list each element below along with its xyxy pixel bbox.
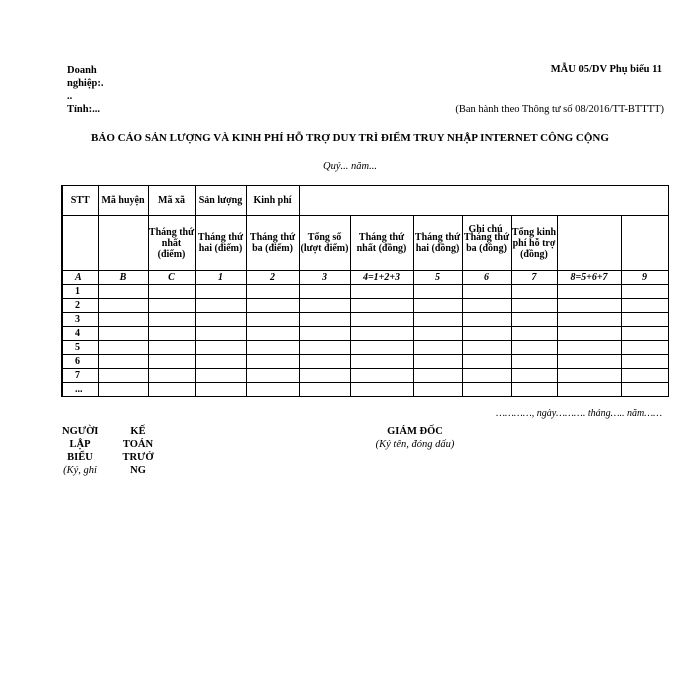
table-cell [195,327,246,341]
preparer-note: (Ký, ghi [63,465,97,476]
sub-header-6: Tháng thứ nhất (đồng) [350,216,413,271]
table-cell [557,341,621,355]
table-cell [462,369,511,383]
table-cell [511,285,557,299]
table-cell [413,369,462,383]
table-cell [557,285,621,299]
preparer-title-1: NGƯỜI [62,426,99,437]
table-cell [98,299,148,313]
index-cell: A [62,271,98,285]
table-cell [511,355,557,369]
header-stt: STT [62,186,98,216]
accountant-signature [118,425,158,477]
row-number: 4 [62,327,98,341]
table-cell [148,285,195,299]
table-cell [557,383,621,397]
table-cell [299,313,350,327]
row-number: 3 [62,313,98,327]
table-cell [246,341,299,355]
table-cell [98,285,148,299]
org-line-2: nghiệp:. [67,78,104,89]
table-cell [557,299,621,313]
table-cell [462,285,511,299]
table-cell [350,313,413,327]
preparer-title-3: BIỂU [67,452,93,463]
table-cell [413,299,462,313]
report-title: BÁO CÁO SẢN LƯỢNG VÀ KINH PHÍ HỖ TRỢ DUY TRÌ ĐIỂM TRUY NHẬP INTERNET CÔNG CỘNG [91,132,609,144]
table-cell [299,341,350,355]
table-cell [195,341,246,355]
table-cell [621,369,668,383]
table-cell [557,313,621,327]
index-cell: 1 [195,271,246,285]
row-number: 7 [62,369,98,383]
index-row [62,271,668,285]
report-period: Quý... năm... [323,161,377,172]
index-cell: 8=5+6+7 [557,271,621,285]
sub-header-4: Tháng thứ ba (điểm) [246,216,299,271]
director-signature [340,425,490,451]
table-cell [148,369,195,383]
table-cell [462,313,511,327]
table-cell [413,313,462,327]
table-cell [511,327,557,341]
table-cell [511,369,557,383]
header-row-sub [62,216,668,271]
director-note: (Ký tên, đóng dấu) [375,439,455,450]
sub-header-7: Tháng thứ hai (đồng) [413,216,462,271]
table-cell [462,355,511,369]
sub-header-9: Tổng kinh phí hỗ trợ (đồng) [511,216,557,271]
index-cell: 6 [462,271,511,285]
header-kinh-phi: Kinh phí [246,186,299,216]
index-cell: B [98,271,148,285]
issued-by-note: (Ban hành theo Thông tư số 08/2016/TT-BTTTT) [455,104,664,115]
sub-header-0 [62,216,98,271]
table-cell [350,299,413,313]
row-number: 2 [62,299,98,313]
table-cell [98,355,148,369]
table-cell [350,341,413,355]
sub-header-8-cell [462,216,511,271]
table-cell [621,313,668,327]
table-cell [350,327,413,341]
table-cell [246,383,299,397]
sub-header-1 [98,216,148,271]
table-cell [462,299,511,313]
table-cell [195,383,246,397]
table-row [62,355,668,369]
table-cell [350,355,413,369]
sub-header-11 [621,216,668,271]
table-cell [195,313,246,327]
org-line-1: Doanh [67,65,97,76]
header-ma-huyen: Mã huyện [98,186,148,216]
table-cell [98,383,148,397]
org-line-3: .. [67,91,73,102]
table-cell [195,355,246,369]
table-cell [299,369,350,383]
header-blank [299,186,668,216]
table-cell [299,299,350,313]
table-cell [350,383,413,397]
index-cell: 2 [246,271,299,285]
table-row [62,383,668,397]
accountant-title-1: KẾ [130,426,146,437]
table-cell [299,327,350,341]
row-number: 5 [62,341,98,355]
index-cell: 7 [511,271,557,285]
org-line-4: Tỉnh:... [67,104,100,115]
table-cell [148,355,195,369]
table-cell [299,285,350,299]
table-cell [246,299,299,313]
table-cell [148,299,195,313]
director-title: GIÁM ĐỐC [387,426,443,437]
table-cell [511,383,557,397]
overlay-note: Ghi chú [468,224,503,235]
table-cell [98,369,148,383]
preparer-title-2: LẬP [69,439,91,450]
table-cell [195,369,246,383]
table-row [62,299,668,313]
header-ma-xa: Mã xã [148,186,195,216]
table-cell [462,383,511,397]
table-row [62,327,668,341]
row-number: 1 [62,285,98,299]
form-code: MẪU 05/DV Phụ biểu 11 [550,64,662,75]
accountant-title-4: NG [130,465,146,476]
table-cell [246,313,299,327]
report-table [61,185,669,397]
table-cell [148,327,195,341]
table-cell [413,355,462,369]
table-cell [621,327,668,341]
table-cell [621,341,668,355]
index-cell: 3 [299,271,350,285]
table-cell [557,327,621,341]
index-cell: C [148,271,195,285]
table-cell [148,313,195,327]
index-cell: 4=1+2+3 [350,271,413,285]
sub-header-5: Tổng số (lượt điểm) [299,216,350,271]
table-cell [413,285,462,299]
table-body [62,285,668,397]
table-cell [148,383,195,397]
table-cell [350,285,413,299]
header-row-top [62,186,668,216]
table-cell [413,341,462,355]
table-cell [299,383,350,397]
table-cell [511,341,557,355]
index-cell: 9 [621,271,668,285]
table-cell [511,313,557,327]
table-row [62,341,668,355]
table-cell [195,285,246,299]
table-cell [621,355,668,369]
table-cell [413,327,462,341]
sub-header-3: Tháng thứ hai (điểm) [195,216,246,271]
row-number: 6 [62,355,98,369]
table-cell [299,355,350,369]
table-cell [98,327,148,341]
row-number: ... [62,383,98,397]
organization-block [67,64,127,116]
table-cell [621,285,668,299]
table-cell [246,369,299,383]
table-cell [462,341,511,355]
table-cell [246,355,299,369]
table-cell [511,299,557,313]
table-cell [246,285,299,299]
table-cell [148,341,195,355]
table-row [62,285,668,299]
table-cell [246,327,299,341]
date-line: …………, ngày………. tháng….. năm…… [496,408,662,419]
table-cell [557,369,621,383]
table-cell [557,355,621,369]
table-cell [462,327,511,341]
sub-header-8: Tháng thứ ba (đồng) [463,232,510,254]
header-san-luong: Sản lượng [195,186,246,216]
table-cell [413,383,462,397]
sub-header-2: Tháng thứ nhất (điểm) [148,216,195,271]
table-cell [350,369,413,383]
table-row [62,369,668,383]
index-cell: 5 [413,271,462,285]
accountant-title-3: TRƯỞ [122,452,154,463]
preparer-signature [62,425,98,477]
table-cell [195,299,246,313]
table-row [62,313,668,327]
accountant-title-2: TOÁN [122,439,154,450]
table-cell [621,299,668,313]
table-cell [98,313,148,327]
table-cell [621,383,668,397]
table-cell [98,341,148,355]
sub-header-10 [557,216,621,271]
